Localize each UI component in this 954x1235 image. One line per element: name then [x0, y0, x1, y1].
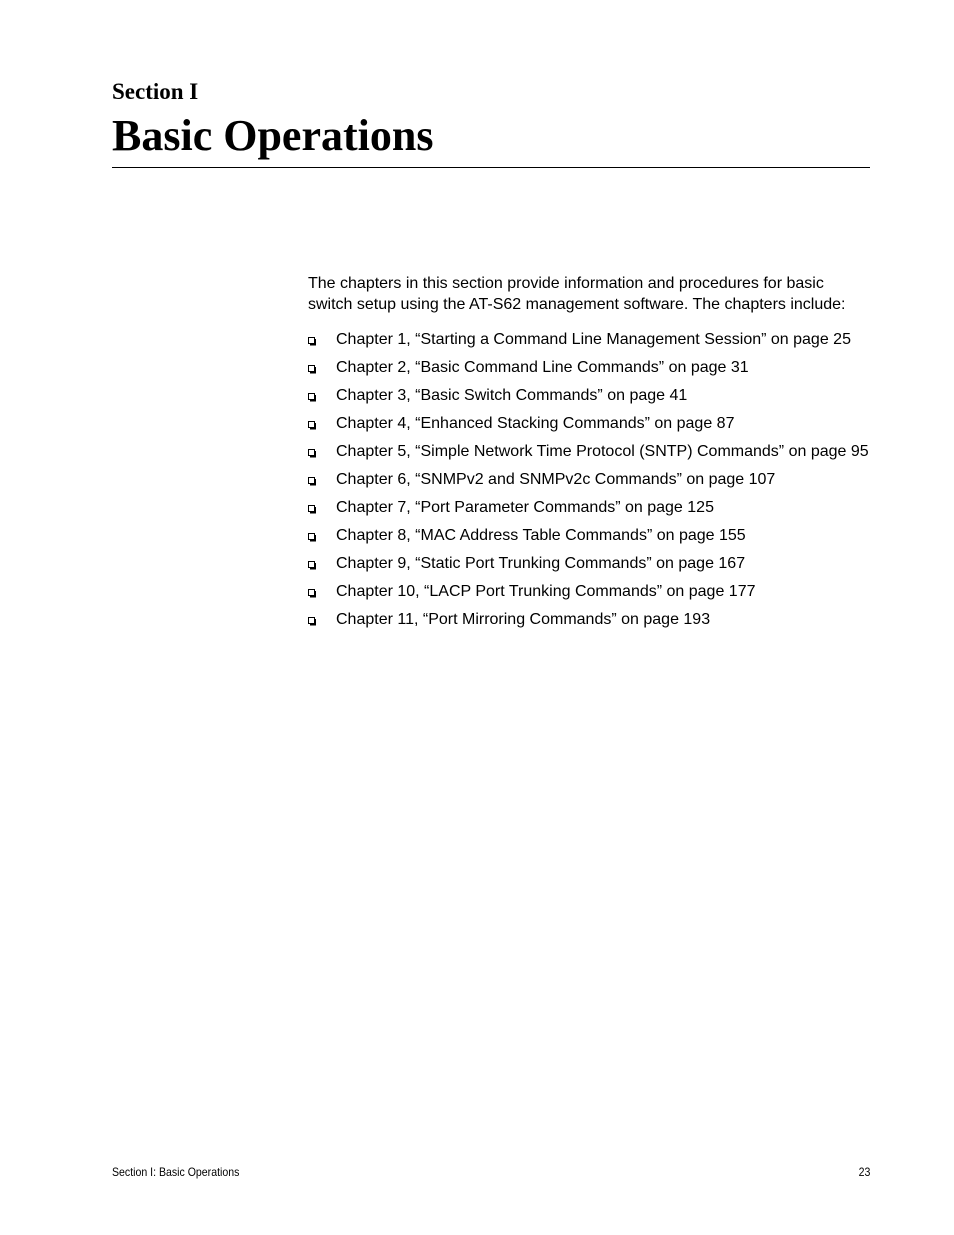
hollow-square-bullet-icon	[308, 615, 317, 626]
hollow-square-bullet-icon	[308, 559, 317, 570]
chapter-link[interactable]: Chapter 9, “Static Port Trunking Commands” on page 167	[336, 555, 746, 572]
chapter-link[interactable]: Chapter 5, “Simple Network Time Protocol (SNTP) Commands” on page 95	[336, 443, 869, 460]
chapter-list-item	[308, 414, 870, 435]
chapter-link[interactable]: Chapter 2, “Basic Command Line Commands” on page 31	[336, 359, 749, 376]
chapter-list-item	[308, 386, 870, 407]
page-title: Basic Operations	[112, 111, 434, 160]
chapter-link[interactable]: Chapter 11, “Port Mirroring Commands” on page 193	[336, 611, 711, 628]
chapter-link[interactable]: Chapter 1, “Starting a Command Line Management Session” on page 25	[336, 331, 851, 348]
intro-paragraph: The chapters in this section provide information and procedures for basic switch setup using the AT-S62 management software. The chapters include:	[308, 275, 846, 313]
hollow-square-bullet-icon	[308, 419, 317, 430]
chapter-list-item	[308, 498, 870, 519]
chapter-link[interactable]: Chapter 8, “MAC Address Table Commands” on page 155	[336, 527, 746, 544]
chapter-link[interactable]: Chapter 10, “LACP Port Trunking Commands” on page 177	[336, 583, 756, 600]
chapter-list	[308, 330, 870, 631]
hollow-square-bullet-icon	[308, 447, 317, 458]
hollow-square-bullet-icon	[308, 503, 317, 514]
chapter-link[interactable]: Chapter 7, “Port Parameter Commands” on page 125	[336, 499, 714, 516]
footer-page-number: 23	[858, 1165, 870, 1179]
footer-section-name: Section I: Basic Operations	[112, 1165, 240, 1179]
chapter-list-item	[308, 470, 870, 491]
hollow-square-bullet-icon	[308, 531, 317, 542]
hollow-square-bullet-icon	[308, 335, 317, 346]
chapter-list-item	[308, 610, 870, 631]
chapter-link[interactable]: Chapter 4, “Enhanced Stacking Commands” on page 87	[336, 415, 735, 432]
title-divider	[112, 167, 870, 168]
chapter-link[interactable]: Chapter 3, “Basic Switch Commands” on page 41	[336, 387, 688, 404]
chapter-list-item	[308, 330, 870, 351]
hollow-square-bullet-icon	[308, 391, 317, 402]
chapter-link[interactable]: Chapter 6, “SNMPv2 and SNMPv2c Commands” on page 107	[336, 471, 776, 488]
section-content	[308, 274, 870, 638]
section-label: Section I	[112, 79, 199, 104]
hollow-square-bullet-icon	[308, 363, 317, 374]
chapter-list-item	[308, 442, 870, 463]
chapter-list-item	[308, 358, 870, 379]
chapter-list-item	[308, 526, 870, 547]
hollow-square-bullet-icon	[308, 475, 317, 486]
chapter-list-item	[308, 582, 870, 603]
chapter-list-item	[308, 554, 870, 575]
hollow-square-bullet-icon	[308, 587, 317, 598]
